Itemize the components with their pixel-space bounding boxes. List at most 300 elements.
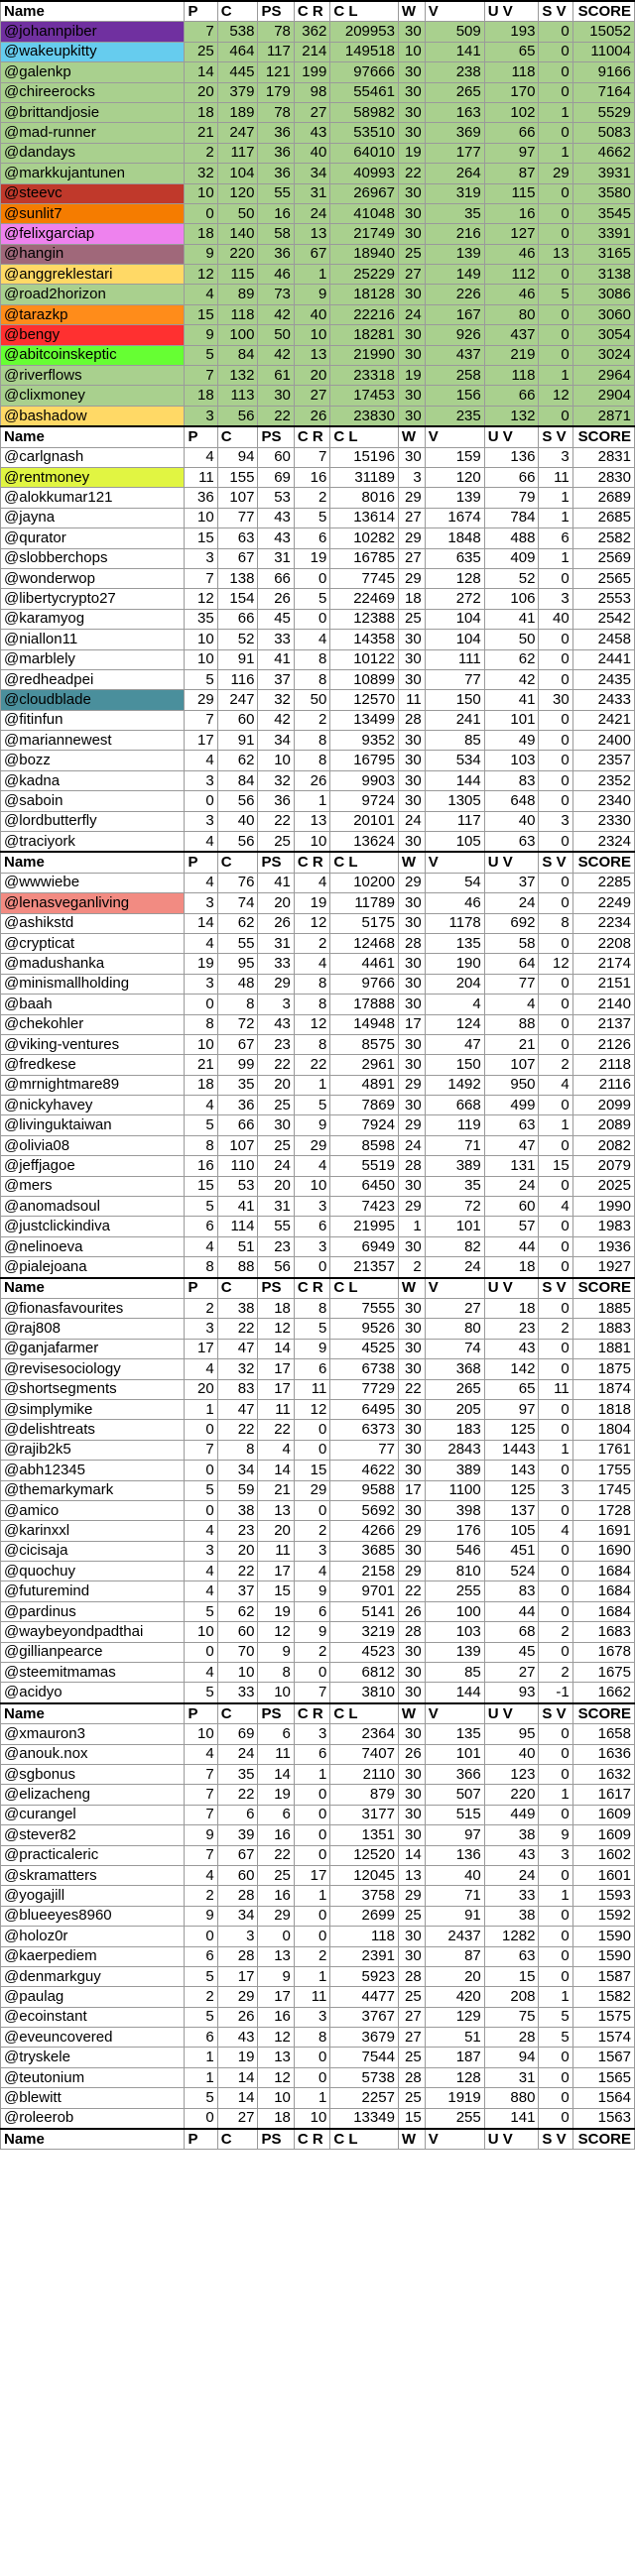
value-cell: 46	[425, 893, 484, 913]
value-cell: 16	[258, 203, 294, 223]
user-name-cell: @quochuy	[1, 1562, 185, 1581]
value-cell: 40	[539, 609, 572, 629]
value-cell: 30	[398, 1785, 425, 1805]
table-row	[1, 1197, 635, 1217]
value-cell: 30	[398, 731, 425, 751]
value-cell: 15	[484, 1966, 539, 1986]
value-cell: 28	[217, 1946, 258, 1966]
user-name-cell: @felixgarciap	[1, 224, 185, 244]
table-row	[1, 82, 635, 102]
value-cell: 13	[294, 224, 329, 244]
value-cell: 3810	[330, 1683, 399, 1703]
value-cell: 3	[294, 2007, 329, 2027]
value-cell: 139	[425, 488, 484, 508]
value-cell: 950	[484, 1075, 539, 1095]
value-cell: 66	[484, 386, 539, 406]
value-cell: 6949	[330, 1236, 399, 1256]
value-cell: 104	[425, 630, 484, 649]
value-cell: 2257	[330, 2088, 399, 2108]
value-cell: 56	[217, 832, 258, 853]
value-cell: 1990	[572, 1197, 634, 1217]
user-name-cell: @skramatters	[1, 1865, 185, 1885]
user-name-cell: @road2horizon	[1, 285, 185, 304]
value-cell: 141	[484, 2108, 539, 2129]
table-row	[1, 1359, 635, 1379]
value-cell: 0	[294, 568, 329, 588]
value-cell: 2	[185, 1886, 217, 1906]
value-cell: 449	[484, 1805, 539, 1824]
user-name-cell: @niallon11	[1, 630, 185, 649]
table-row	[1, 203, 635, 223]
value-cell: 13349	[330, 2108, 399, 2129]
value-cell: 0	[294, 2067, 329, 2087]
value-cell: 149	[425, 265, 484, 285]
column-header: V	[425, 1, 484, 22]
value-cell: 20	[185, 82, 217, 102]
table-row	[1, 528, 635, 548]
value-cell: 0	[539, 1927, 572, 1946]
value-cell: 30	[398, 1825, 425, 1845]
user-name-cell: @riverflows	[1, 366, 185, 386]
table-row	[1, 285, 635, 304]
value-cell: 78	[258, 22, 294, 42]
value-cell: 3679	[330, 2028, 399, 2048]
value-cell: 2116	[572, 1075, 634, 1095]
value-cell: 40	[294, 143, 329, 163]
value-cell: 31189	[330, 467, 399, 487]
column-header: SCORE	[572, 1278, 634, 1299]
value-cell: 2400	[572, 731, 634, 751]
value-cell: 3685	[330, 1541, 399, 1561]
value-cell: 1178	[425, 913, 484, 933]
value-cell: 20101	[330, 811, 399, 831]
value-cell: 8	[258, 1663, 294, 1683]
user-name-cell: @abh12345	[1, 1461, 185, 1480]
value-cell: 7423	[330, 1197, 399, 1217]
value-cell: 118	[484, 366, 539, 386]
value-cell: 9	[258, 1966, 294, 1986]
value-cell: 2025	[572, 1176, 634, 1196]
value-cell: 76	[217, 873, 258, 892]
value-cell: 6450	[330, 1176, 399, 1196]
table-row	[1, 304, 635, 324]
value-cell: 2	[294, 1642, 329, 1662]
value-cell: 4	[185, 1744, 217, 1764]
value-cell: 25	[398, 244, 425, 264]
value-cell: 2	[539, 1055, 572, 1075]
value-cell: 2099	[572, 1096, 634, 1115]
value-cell: 150	[425, 690, 484, 710]
user-name-cell: @crypticat	[1, 933, 185, 953]
column-header: S V	[539, 852, 572, 873]
value-cell: 879	[330, 1785, 399, 1805]
value-cell: 22	[258, 1845, 294, 1865]
value-cell: 52	[217, 630, 258, 649]
value-cell: 2285	[572, 873, 634, 892]
value-cell: 31	[258, 933, 294, 953]
value-cell: 247	[217, 123, 258, 143]
value-cell: 21749	[330, 224, 399, 244]
table-row	[1, 1156, 635, 1176]
value-cell: 1563	[572, 2108, 634, 2129]
value-cell: 24	[425, 1257, 484, 1278]
value-cell: 5	[185, 1197, 217, 1217]
value-cell: 1745	[572, 1480, 634, 1500]
column-header: C L	[330, 852, 399, 873]
value-cell: 24	[484, 1865, 539, 1885]
value-cell: 1	[294, 1764, 329, 1784]
value-cell: 9588	[330, 1480, 399, 1500]
user-name-cell: @anggreklestari	[1, 265, 185, 285]
user-name-cell: @waybeyondpadthai	[1, 1622, 185, 1642]
value-cell: 2458	[572, 630, 634, 649]
value-cell: 2	[294, 488, 329, 508]
table-row	[1, 2088, 635, 2108]
table-row	[1, 1845, 635, 1865]
value-cell: 26	[258, 913, 294, 933]
value-cell: 77	[425, 669, 484, 689]
value-cell: 8	[185, 1257, 217, 1278]
value-cell: 67	[217, 548, 258, 568]
value-cell: 30	[398, 447, 425, 467]
value-cell: 32	[217, 1359, 258, 1379]
user-name-cell: @fionasfavourites	[1, 1299, 185, 1319]
table-row	[1, 386, 635, 406]
value-cell: 22469	[330, 589, 399, 609]
user-name-cell: @fredkese	[1, 1055, 185, 1075]
value-cell: 136	[484, 447, 539, 467]
value-cell: 5	[185, 1480, 217, 1500]
value-cell: 16	[185, 1156, 217, 1176]
value-cell: 21	[185, 123, 217, 143]
value-cell: 30	[398, 1683, 425, 1703]
value-cell: 1690	[572, 1541, 634, 1561]
value-cell: 10	[258, 1683, 294, 1703]
value-cell: 16	[258, 2007, 294, 2027]
table-row	[1, 751, 635, 770]
value-cell: 1755	[572, 1461, 634, 1480]
value-cell: 4	[185, 751, 217, 770]
value-cell: 114	[217, 1217, 258, 1236]
value-cell: 2137	[572, 1014, 634, 1034]
value-cell: 2	[294, 933, 329, 953]
value-cell: 25229	[330, 265, 399, 285]
value-cell: 190	[425, 954, 484, 974]
value-cell: 39	[217, 1825, 258, 1845]
value-cell: 2151	[572, 974, 634, 994]
value-cell: 3391	[572, 224, 634, 244]
value-cell: 30	[398, 285, 425, 304]
value-cell: 17888	[330, 995, 399, 1014]
value-cell: 29	[258, 1906, 294, 1926]
value-cell: 26	[217, 2007, 258, 2027]
value-cell: 27	[398, 2028, 425, 2048]
value-cell: 37	[484, 873, 539, 892]
value-cell: 208	[484, 1987, 539, 2007]
value-cell: 23830	[330, 406, 399, 426]
value-cell: 20	[258, 1176, 294, 1196]
value-cell: 2565	[572, 568, 634, 588]
value-cell: 3	[294, 1197, 329, 1217]
table-row	[1, 791, 635, 811]
user-name-cell: @tryskele	[1, 2048, 185, 2067]
value-cell: 24	[484, 893, 539, 913]
value-cell: 1582	[572, 1987, 634, 2007]
value-cell: 58	[484, 933, 539, 953]
value-cell: 75	[484, 2007, 539, 2027]
value-cell: 10899	[330, 669, 399, 689]
value-cell: 25	[258, 1135, 294, 1155]
user-name-cell: @nickyhavey	[1, 1096, 185, 1115]
value-cell: 97	[484, 1399, 539, 1419]
value-cell: 19	[258, 1601, 294, 1621]
value-cell: 25	[258, 1865, 294, 1885]
value-cell: 2234	[572, 913, 634, 933]
column-header: P	[185, 2129, 217, 2150]
table-row	[1, 2028, 635, 2048]
user-name-cell: @gillianpearce	[1, 1642, 185, 1662]
user-name-cell: @markkujantunen	[1, 164, 185, 183]
value-cell: 10	[258, 2088, 294, 2108]
column-header: Name	[1, 1278, 185, 1299]
value-cell: 29	[398, 528, 425, 548]
value-cell: 15	[258, 1581, 294, 1601]
value-cell: 94	[484, 2048, 539, 2067]
value-cell: 11	[258, 1399, 294, 1419]
value-cell: 2079	[572, 1156, 634, 1176]
column-header: PS	[258, 852, 294, 873]
value-cell: 28	[398, 933, 425, 953]
value-cell: 10	[185, 1034, 217, 1054]
value-cell: 0	[185, 791, 217, 811]
value-cell: 30	[398, 913, 425, 933]
value-cell: 91	[217, 731, 258, 751]
value-cell: 0	[539, 203, 572, 223]
value-cell: 28	[217, 1886, 258, 1906]
value-cell: 0	[539, 224, 572, 244]
value-cell: 10	[185, 630, 217, 649]
value-cell: 13	[258, 1946, 294, 1966]
value-cell: 29	[398, 1521, 425, 1541]
user-name-cell: @sunlit7	[1, 203, 185, 223]
value-cell: 30	[398, 123, 425, 143]
value-cell: 31	[258, 548, 294, 568]
value-cell: 15	[185, 528, 217, 548]
value-cell: 8	[185, 1135, 217, 1155]
value-cell: 5519	[330, 1156, 399, 1176]
value-cell: 85	[425, 1663, 484, 1683]
value-cell: 3060	[572, 304, 634, 324]
value-cell: 30	[398, 1642, 425, 1662]
value-cell: 9	[294, 1622, 329, 1642]
value-cell: 24	[484, 1176, 539, 1196]
value-cell: 30	[398, 183, 425, 203]
value-cell: 69	[258, 467, 294, 487]
value-cell: 30	[398, 1724, 425, 1744]
column-header: Name	[1, 852, 185, 873]
value-cell: 27	[398, 2007, 425, 2027]
table-row	[1, 832, 635, 853]
value-cell: 94	[217, 447, 258, 467]
value-cell: 34	[217, 1461, 258, 1480]
value-cell: 3	[294, 1724, 329, 1744]
value-cell: 87	[484, 164, 539, 183]
value-cell: 4	[185, 1096, 217, 1115]
value-cell: 22	[217, 1420, 258, 1440]
value-cell: 464	[217, 42, 258, 61]
value-cell: 74	[217, 893, 258, 913]
table-row	[1, 1420, 635, 1440]
value-cell: 1	[398, 1217, 425, 1236]
value-cell: 0	[539, 42, 572, 61]
value-cell: 6	[294, 1744, 329, 1764]
value-cell: 1	[539, 1987, 572, 2007]
value-cell: 156	[425, 386, 484, 406]
value-cell: 3	[185, 548, 217, 568]
value-cell: 12	[258, 2028, 294, 2048]
value-cell: 255	[425, 2108, 484, 2129]
user-name-cell: @bashadow	[1, 406, 185, 426]
user-name-cell: @olivia08	[1, 1135, 185, 1155]
value-cell: 3	[185, 1541, 217, 1561]
user-name-cell: @practicaleric	[1, 1845, 185, 1865]
value-cell: 43	[294, 123, 329, 143]
value-cell: 3	[294, 1236, 329, 1256]
value-cell: 8	[294, 2028, 329, 2048]
value-cell: 30	[398, 1927, 425, 1946]
value-cell: 28	[398, 1156, 425, 1176]
value-cell: 5923	[330, 1966, 399, 1986]
value-cell: 63	[484, 832, 539, 853]
value-cell: 29	[539, 164, 572, 183]
value-cell: 4	[294, 1562, 329, 1581]
column-header: U V	[484, 2129, 539, 2150]
value-cell: 1684	[572, 1601, 634, 1621]
value-cell: 29	[294, 1480, 329, 1500]
value-cell: 437	[425, 345, 484, 365]
value-cell: 100	[217, 325, 258, 345]
value-cell: 0	[539, 995, 572, 1014]
user-name-cell: @viking-ventures	[1, 1034, 185, 1054]
user-name-cell: @holoz0r	[1, 1927, 185, 1946]
user-name-cell: @galenkp	[1, 62, 185, 82]
value-cell: 33	[258, 630, 294, 649]
value-cell: 1	[294, 2088, 329, 2108]
value-cell: 19	[258, 1785, 294, 1805]
value-cell: 1609	[572, 1805, 634, 1824]
value-cell: 2158	[330, 1562, 399, 1581]
value-cell: 445	[217, 62, 258, 82]
value-cell: 132	[217, 366, 258, 386]
value-cell: 6	[185, 2028, 217, 2048]
value-cell: -1	[539, 1683, 572, 1703]
column-header: Name	[1, 1703, 185, 1724]
value-cell: 30	[398, 345, 425, 365]
value-cell: 44	[484, 1601, 539, 1621]
value-cell: 16785	[330, 548, 399, 568]
value-cell: 4	[294, 1156, 329, 1176]
value-cell: 32	[258, 770, 294, 790]
value-cell: 30	[398, 406, 425, 426]
value-cell: 163	[425, 102, 484, 122]
user-name-cell: @wonderwop	[1, 568, 185, 588]
value-cell: 499	[484, 1096, 539, 1115]
value-cell: 235	[425, 406, 484, 426]
value-cell: 193	[484, 22, 539, 42]
value-cell: 7	[185, 1785, 217, 1805]
value-cell: 7407	[330, 1744, 399, 1764]
value-cell: 10	[294, 2108, 329, 2129]
value-cell: 12	[539, 386, 572, 406]
value-cell: 1575	[572, 2007, 634, 2027]
value-cell: 6	[539, 528, 572, 548]
value-cell: 3165	[572, 244, 634, 264]
value-cell: 4891	[330, 1075, 399, 1095]
table-row	[1, 1724, 635, 1744]
value-cell: 149518	[330, 42, 399, 61]
value-cell: 8	[294, 1299, 329, 1319]
value-cell: 13614	[330, 508, 399, 527]
value-cell: 7924	[330, 1115, 399, 1135]
value-cell: 0	[185, 203, 217, 223]
table-row	[1, 1461, 635, 1480]
value-cell: 14	[258, 1339, 294, 1358]
value-cell: 82	[425, 1236, 484, 1256]
value-cell: 29	[398, 1075, 425, 1095]
value-cell: 84	[217, 345, 258, 365]
column-header: Name	[1, 426, 185, 447]
value-cell: 31	[258, 1197, 294, 1217]
value-cell: 60	[217, 1865, 258, 1885]
value-cell: 55461	[330, 82, 399, 102]
value-cell: 10	[294, 1176, 329, 1196]
column-header: Name	[1, 2129, 185, 2150]
value-cell: 36	[258, 791, 294, 811]
value-cell: 135	[425, 1724, 484, 1744]
value-cell: 66	[484, 123, 539, 143]
value-cell: 138	[217, 568, 258, 588]
table-row	[1, 123, 635, 143]
table-row	[1, 1601, 635, 1621]
value-cell: 43	[484, 1339, 539, 1358]
table-row	[1, 1987, 635, 2007]
column-header: SCORE	[572, 852, 634, 873]
table-row	[1, 974, 635, 994]
value-cell: 15	[294, 1461, 329, 1480]
value-cell: 366	[425, 1764, 484, 1784]
value-cell: 2364	[330, 1724, 399, 1744]
user-name-cell: @alokkumar121	[1, 488, 185, 508]
value-cell: 30	[398, 1663, 425, 1683]
value-cell: 61	[258, 366, 294, 386]
value-cell: 18	[185, 1075, 217, 1095]
value-cell: 43	[258, 1014, 294, 1034]
value-cell: 29	[185, 690, 217, 710]
value-cell: 3	[258, 995, 294, 1014]
value-cell: 0	[539, 1299, 572, 1319]
value-cell: 35	[217, 1075, 258, 1095]
table-row	[1, 568, 635, 588]
value-cell: 9	[185, 244, 217, 264]
value-cell: 25	[258, 1096, 294, 1115]
value-cell: 219	[484, 345, 539, 365]
value-cell: 53510	[330, 123, 399, 143]
value-cell: 77	[484, 974, 539, 994]
column-header: W	[398, 2129, 425, 2150]
user-name-cell: @nelinoeva	[1, 1236, 185, 1256]
column-header: C	[217, 426, 258, 447]
table-row	[1, 630, 635, 649]
